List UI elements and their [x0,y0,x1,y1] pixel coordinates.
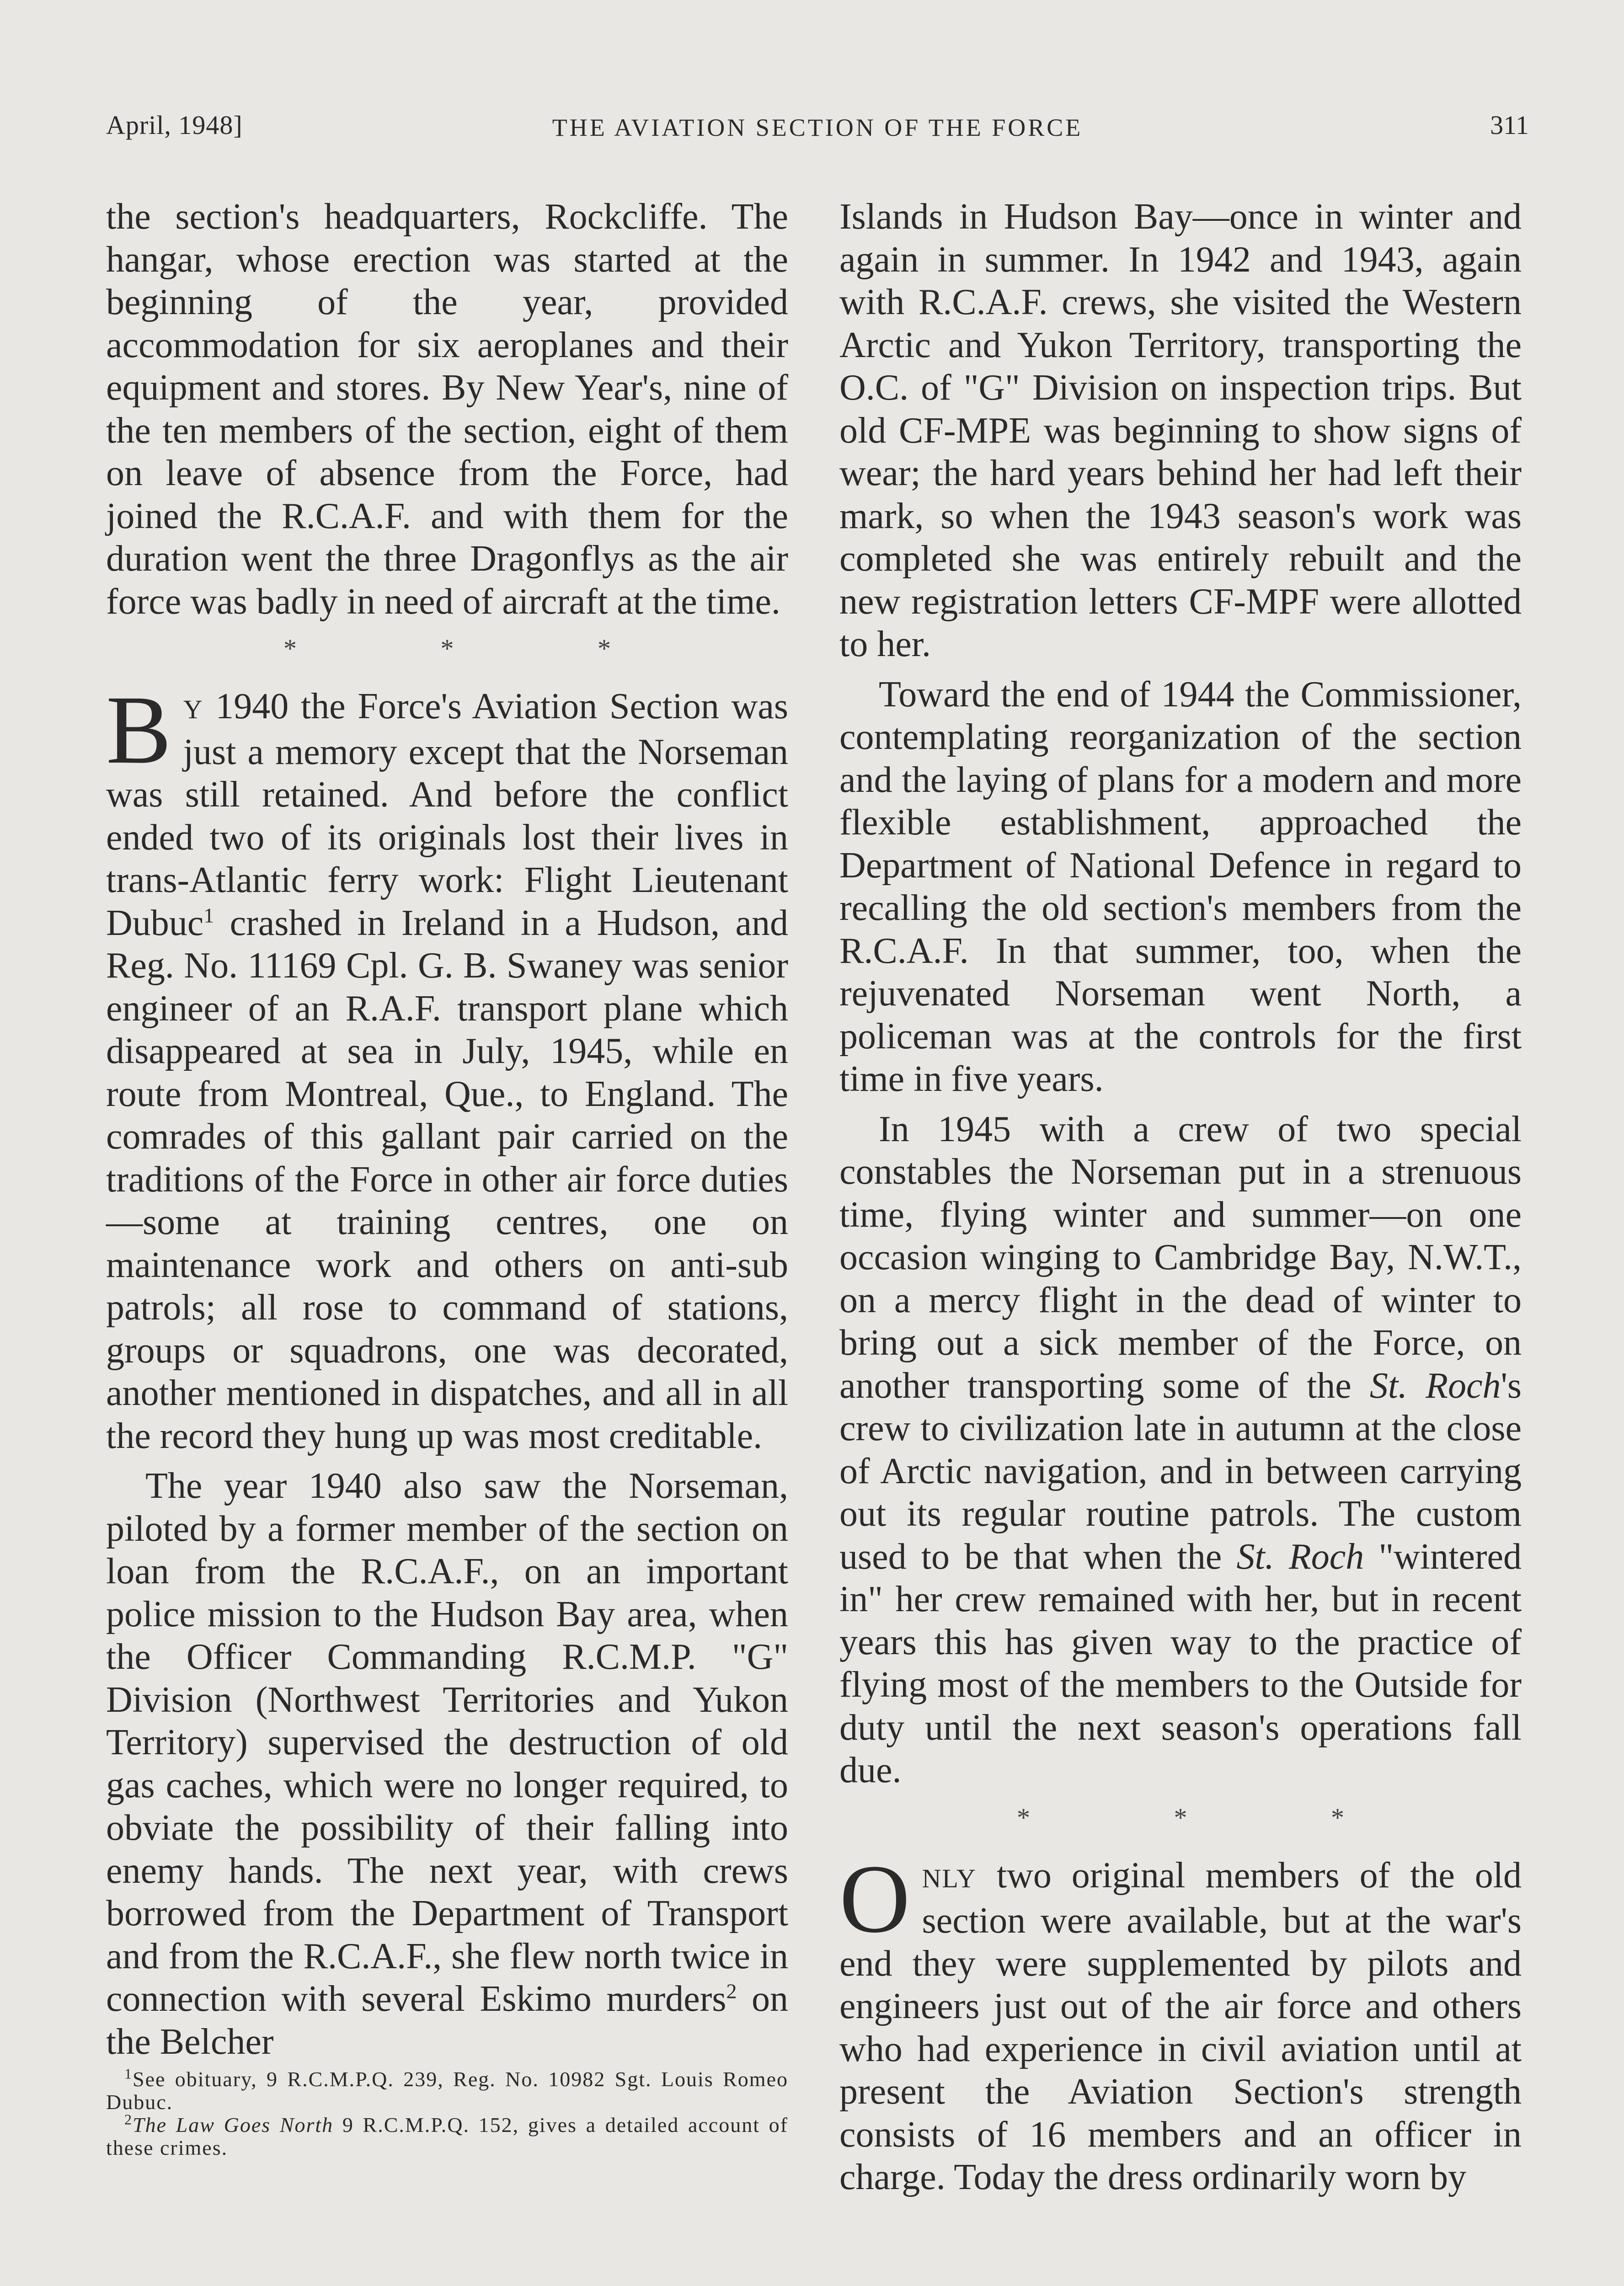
footnote-ref-2: 2 [726,1979,737,2003]
ship-name-1: St. Roch [1369,1365,1501,1406]
footnote-2 [106,2111,788,2159]
footnote-1-text: See obituary, 9 R.C.M.P.Q. 239, Reg. No. 10982 Sgt. Louis Romeo Dubuc. [106,2067,788,2114]
section-separator: * * * [283,634,679,663]
paragraph-1940-part2: crashed in Ireland in a Hudson, and Reg. No. 11169 Cpl. G. B. Swaney was senior engineer of an R.A.F. transport plane which disappeared at sea in July, 1945, while en route from Montreal, Que., to England. The comrades of this gallant pair carried on the traditions of the Force in other air force duties—some at training centres, one on maintenance work and others on anti-sub patrols; all rose to command of stations, groups or squadrons, one was decorated, another mentioned in dispatches, and all in all the record they hung up was most creditable. [106,903,788,1456]
footnote-ref-1: 1 [203,903,214,927]
paragraph-1945-part1: In 1945 with a crew of two special constables the Norseman put in a strenuous time, flying winter and summer—on one occasion winging to Cambridge Bay, N.W.T., on a mercy flight in the dead of winter to bring out a sick member of the Force, on another transporting some of the [839,1109,1522,1406]
footnotes [106,2065,788,2159]
paragraph-belcher-islands: Islands in Hudson Bay—once in winter and again in summer. In 1942 and 1943, again with R.C.A.F. crews, she visited the Western Arctic and Yukon Territory, transporting the O.C. of "G" Division on inspection trips. But old CF-MPE was beginning to show signs of wear; the hard years behind her had left their mark, so when the 1943 season's work was completed she was entirely rebuilt and the new registration letters CF-MPF were allotted to her. [839,197,1522,664]
paragraph-1945-part2: 's crew to civilization late in autumn at the close of Arctic navigation, and in between carrying out its regular routine patrols. The custom used to be that when the [839,1365,1522,1577]
left-column [106,196,788,2159]
paragraph-only-two [839,1844,1522,2199]
paragraph-hangar: the section's headquarters, Rockcliffe. The hangar, whose erection was started at the beginning of the year, provided accommodation for six aeroplanes and their equipment and stores. By New Year's, nine of the ten members of the section, eight of them on leave of absence from the Force, had joined the R.C.A.F. and with them for the duration went the three Dragonflys as the air force was badly in need of aircraft at the time. [106,197,788,622]
drop-cap-b: B [106,676,171,784]
running-header [106,110,1529,151]
paragraph-1945 [839,1108,1522,1792]
ship-name-2: St. Roch [1236,1536,1364,1577]
drop-cap-o: O [839,1844,910,1953]
paragraph-only-two-text: two original members of the old section were available, but at the war's end they were supplemented by pilots and engineers just out of the air force and others who had experience in civil aviation until at present the Aviation Section's strength consists of 16 members and an officer in charge. Today the dress ordinarily worn by [839,1855,1522,2197]
section-separator-2: * * * [1017,1802,1413,1832]
paragraph-1945-part3: "wintered in" her crew remained with her, but in recent years this has given way to the practice of flying most of the members to the Outside for duty until the next season's operations fall due. [839,1536,1522,1790]
footnote-2-title: The Law Goes North [133,2113,334,2136]
footnote-2-mark: 2 [124,2111,133,2128]
footnote-2-text: 9 R.C.M.P.Q. 152, gives a detailed account of these crimes. [106,2113,788,2159]
header-date: April, 1948] [106,110,243,140]
paragraph-1940 [106,676,788,1458]
page-number: 311 [1490,110,1529,140]
footnote-1 [106,2065,788,2114]
paragraph-norseman-part2: on the Belcher [106,1979,789,2062]
right-column [839,196,1522,2199]
small-caps-lead-2: NLY [922,1863,977,1893]
header-title: THE AVIATION SECTION OF THE FORCE [552,114,1083,141]
paragraph-norseman-1940 [106,1465,788,2063]
paragraph-1944: Toward the end of 1944 the Commissioner, contemplating reorganization of the section and the laying of plans for a modern and more flexible establishment, approached the Department of National Defence in regard to recalling the old section's members from the R.C.A.F. In that summer, too, when the rejuvenated Norseman went North, a policeman was at the controls for the first time in five years. [839,674,1522,1099]
footnote-1-mark: 1 [124,2065,133,2082]
small-caps-lead: Y [183,694,203,724]
paragraph-norseman-part1: The year 1940 also saw the Norseman, piloted by a former member of the section on loan from the R.C.A.F., on an important police mission to the Hudson Bay area, when the Officer Commanding R.C.M.P. "G" Division (Northwest Territories and Yukon Territory) supervised the destruction of old gas caches, which were no longer required, to obviate the possibility of their falling into enemy hands. The next year, with crews borrowed from the Department of Transport and from the R.C.A.F., she flew north twice in connection with several Eskimo murders [106,1466,788,2019]
paragraph-1940-part1: 1940 the Force's Aviation Section was just a memory except that the Norseman was still retained. And before the conflict ended two of its originals lost their lives in trans-Atlantic ferry work: Flight Lieutenant Dubuc [106,686,788,943]
